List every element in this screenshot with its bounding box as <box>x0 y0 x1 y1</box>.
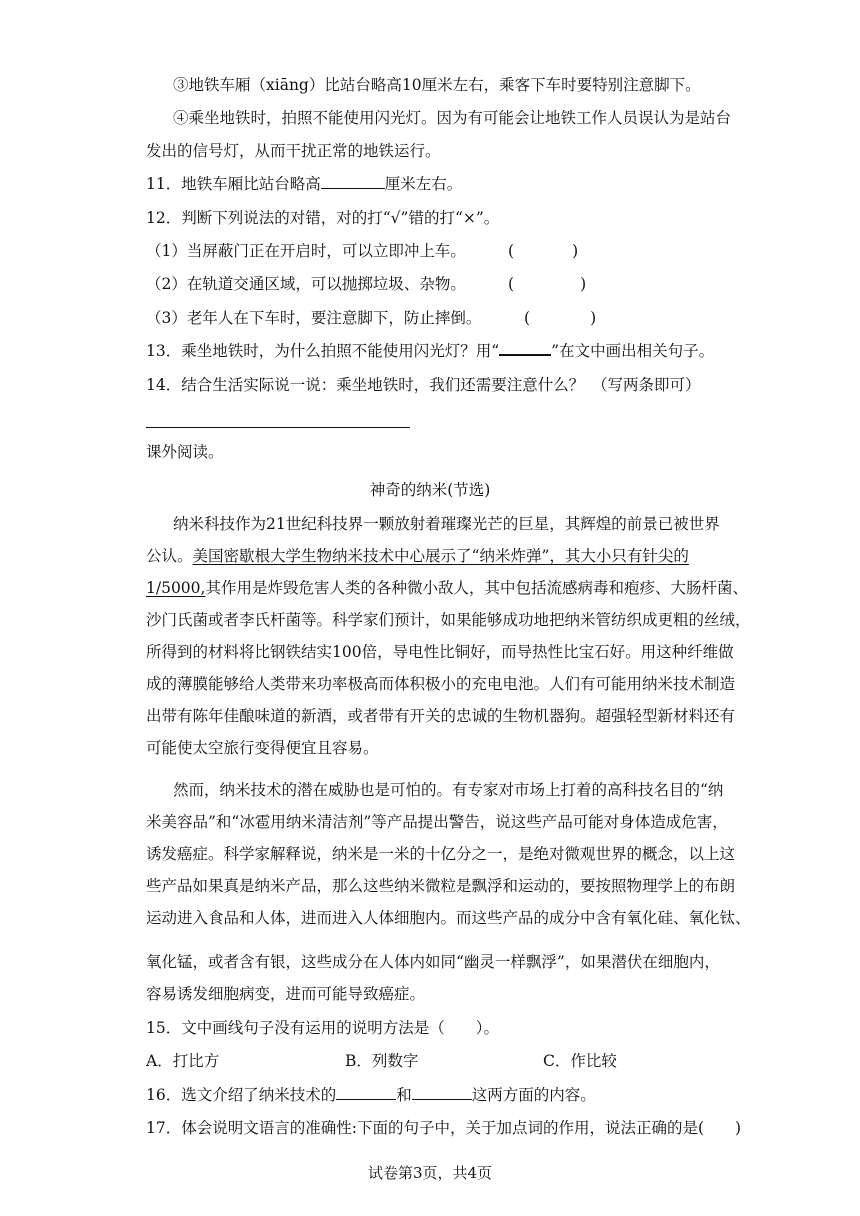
section-label: 课外阅读。 <box>146 443 224 461</box>
answer-paren-2[interactable]: ( ) <box>508 275 587 293</box>
passage-line: 米美容品”和“冰雹用纳米清洁剂”等产品提出警告，说这些产品可能对身体造成危害， <box>146 813 728 831</box>
answer-paren-3[interactable]: ( ) <box>524 309 597 327</box>
statement-text: （2）在轨道交通区域，可以抛掷垃圾、杂物。 <box>146 275 466 293</box>
answer-paren-1[interactable]: ( ) <box>508 242 579 260</box>
question-11-text: 11．地铁车厢比站台略高 <box>146 175 321 193</box>
question-14: 14．结合生活实际说一说：乘坐地铁时，我们还需要注意什么？ （写两条即可） <box>146 376 701 394</box>
passage-line: 容易诱发细胞病变，进而可能导致癌症。 <box>146 985 426 1003</box>
answer-blank[interactable] <box>412 1085 472 1100</box>
statement-text: （1）当屏蔽门正在开启时，可以立即冲上车。 <box>146 242 466 260</box>
passage-line: 氧化锰，或者含有银，这些成分在人体内如同“幽灵一样飘浮”，如果潜伏在细胞内， <box>146 953 720 971</box>
page-footer: 试卷第3页，共4页 <box>367 1164 493 1182</box>
passage-line: 1/5000,其作用是炸毁危害人类的各种微小敌人，其中包括流感病毒和疱疹、大肠杆菌、 <box>146 579 748 597</box>
statement-text: （3）老年人在下车时，要注意脚下，防止摔倒。 <box>146 309 482 327</box>
passage-line: 纳米科技作为21世纪科技界一颗放射着璀璨光芒的巨星，其辉煌的前景已被世界 <box>173 515 720 533</box>
passage-line: 出带有陈年佳酿味道的新酒，或者带有开关的忠诚的生物机器狗。超强轻型新材料还有 <box>146 707 736 725</box>
option-b[interactable]: B．列数字 <box>345 1052 419 1070</box>
passage-line: 所得到的材料将比钢铁结实100倍，导电性比铜好，而导热性比宝石好。用这种纤维做 <box>146 643 734 661</box>
answer-blank[interactable] <box>336 1085 396 1100</box>
underline-symbol <box>499 340 551 356</box>
option-c[interactable]: C．作比较 <box>543 1052 617 1070</box>
question-16: 16．选文介绍了纳米技术的 和 这两方面的内容。 <box>146 1086 596 1104</box>
underlined-sentence-end: 1/5000, <box>146 579 206 597</box>
passage-line: 些产品如果真是纳米产品，那么这些纳米微粒是飘浮和运动的，要按照物理学上的布朗 <box>146 877 736 895</box>
passage-item-3: ③地铁车厢（xiāng）比站台略高10厘米左右，乘客下车时要特别注意脚下。 <box>173 76 701 94</box>
passage-item-4-line1: ④乘坐地铁时，拍照不能使用闪光灯。因为有可能会让地铁工作人员误认为是站台 <box>173 109 732 127</box>
option-a[interactable]: A．打比方 <box>146 1052 220 1070</box>
question-12: 12．判断下列说法的对错，对的打“√”错的打“×”。 <box>146 209 500 227</box>
passage-line: 然而，纳米技术的潜在威胁也是可怕的。有专家对市场上打着的高科技名目的“纳 <box>173 781 724 799</box>
question-11 <box>146 173 462 195</box>
passage-line: 运动进入食品和人体，进而进入人体细胞内。而这些产品的成分中含有氧化硅、氧化钛、 <box>146 909 751 927</box>
question-13: 13．乘坐地铁时，为什么拍照不能使用闪光灯？用“ ”在文中画出相关句子。 <box>146 342 715 360</box>
passage-title: 神奇的纳米(节选) <box>369 481 491 499</box>
answer-line[interactable] <box>146 427 410 428</box>
question-12-2 <box>146 273 466 295</box>
passage-line: 成的薄膜能够给人类带来功率极高而体积极小的充电电池。人们有可能用纳米技术制造 <box>146 675 736 693</box>
question-11-tail: 厘米左右。 <box>384 175 463 193</box>
underlined-sentence: 美国密歇根大学生物纳米技术中心展示了“纳米炸弹”，其大小只有针尖的 <box>192 547 689 565</box>
passage-line: 诱发癌症。科学家解释说，纳米是一米的十亿分之一，是绝对微观世界的概念，以上这 <box>146 845 736 863</box>
question-12-3 <box>146 307 481 329</box>
question-12-1 <box>146 240 466 262</box>
passage-line: 沙门氏菌或者李氏杆菌等。科学家们预计，如果能够成功地把纳米管纺织成更粗的丝绒， <box>146 611 751 629</box>
question-17: 17．体会说明文语言的准确性:下面的句子中，关于加点词的作用，说法正确的是( ) <box>146 1119 742 1137</box>
passage-item-4-line2: 发出的信号灯，从而干扰正常的地铁运行。 <box>146 142 441 160</box>
passage-line: 公认。美国密歇根大学生物纳米技术中心展示了“纳米炸弹”，其大小只有针尖的 <box>146 547 689 565</box>
passage-line: 可能使太空旅行变得便宜且容易。 <box>146 739 379 757</box>
question-15: 15．文中画线句子没有运用的说明方法是（ ）。 <box>146 1019 499 1037</box>
answer-blank[interactable] <box>321 174 385 189</box>
